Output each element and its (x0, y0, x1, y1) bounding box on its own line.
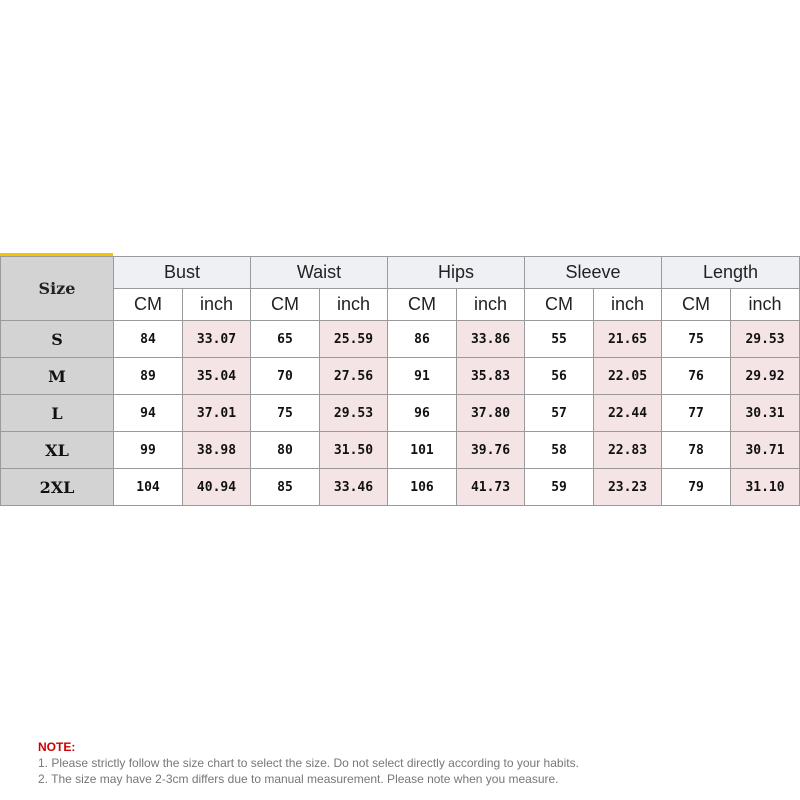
waist-inch-cell: 27.56 (320, 358, 388, 395)
unit-header-inch: inch (457, 289, 525, 321)
waist-header: Waist (251, 257, 388, 289)
bust-inch-cell: 38.98 (183, 432, 251, 469)
note-title: NOTE: (38, 740, 76, 754)
length-inch-cell: 31.10 (731, 469, 800, 506)
length-inch-cell: 30.31 (731, 395, 800, 432)
length-header: Length (662, 257, 800, 289)
table-row-m (1, 358, 800, 395)
sleeve-inch-cell: 23.23 (594, 469, 662, 506)
unit-header-inch: inch (731, 289, 800, 321)
waist-cm-cell: 70 (251, 358, 320, 395)
sleeve-inch-cell: 21.65 (594, 321, 662, 358)
waist-cm-cell: 85 (251, 469, 320, 506)
size-label: M (1, 358, 114, 395)
waist-inch-cell: 25.59 (320, 321, 388, 358)
size-chart-table (0, 256, 800, 506)
bust-cm-cell: 104 (114, 469, 183, 506)
sleeve-cm-cell: 58 (525, 432, 594, 469)
unit-header-inch: inch (183, 289, 251, 321)
table-row-2xl (1, 469, 800, 506)
length-inch-cell: 29.53 (731, 321, 800, 358)
table-row-l (1, 395, 800, 432)
sleeve-inch-cell: 22.44 (594, 395, 662, 432)
bust-cm-cell: 99 (114, 432, 183, 469)
size-label: S (1, 321, 114, 358)
bust-cm-cell: 94 (114, 395, 183, 432)
sleeve-cm-cell: 55 (525, 321, 594, 358)
unit-header-inch: inch (320, 289, 388, 321)
sleeve-cm-cell: 57 (525, 395, 594, 432)
length-cm-cell: 75 (662, 321, 731, 358)
hips-inch-cell: 41.73 (457, 469, 525, 506)
hips-inch-cell: 35.83 (457, 358, 525, 395)
sleeve-inch-cell: 22.83 (594, 432, 662, 469)
length-inch-cell: 30.71 (731, 432, 800, 469)
hips-cm-cell: 106 (388, 469, 457, 506)
waist-inch-cell: 29.53 (320, 395, 388, 432)
waist-inch-cell: 31.50 (320, 432, 388, 469)
header-row-groups (1, 257, 800, 289)
unit-header-inch: inch (594, 289, 662, 321)
size-label: 2XL (1, 469, 114, 506)
hips-cm-cell: 91 (388, 358, 457, 395)
length-cm-cell: 79 (662, 469, 731, 506)
hips-inch-cell: 39.76 (457, 432, 525, 469)
note-line-2: 2. The size may have 2-3cm differs due to manual measurement. Please note when you measure. (38, 772, 559, 786)
hips-inch-cell: 37.80 (457, 395, 525, 432)
waist-cm-cell: 80 (251, 432, 320, 469)
waist-inch-cell: 33.46 (320, 469, 388, 506)
bust-header: Bust (114, 257, 251, 289)
sleeve-cm-cell: 56 (525, 358, 594, 395)
size-label: XL (1, 432, 114, 469)
bust-cm-cell: 89 (114, 358, 183, 395)
sleeve-header: Sleeve (525, 257, 662, 289)
header-row-units (1, 289, 800, 321)
hips-cm-cell: 96 (388, 395, 457, 432)
unit-header-cm: CM (388, 289, 457, 321)
sleeve-inch-cell: 22.05 (594, 358, 662, 395)
note-line-1: 1. Please strictly follow the size chart to select the size. Do not select directly according to your habits. (38, 756, 579, 770)
length-cm-cell: 77 (662, 395, 731, 432)
hips-header: Hips (388, 257, 525, 289)
hips-cm-cell: 101 (388, 432, 457, 469)
bust-inch-cell: 40.94 (183, 469, 251, 506)
waist-cm-cell: 65 (251, 321, 320, 358)
unit-header-cm: CM (251, 289, 320, 321)
hips-cm-cell: 86 (388, 321, 457, 358)
bust-inch-cell: 37.01 (183, 395, 251, 432)
bust-cm-cell: 84 (114, 321, 183, 358)
table-row-xl (1, 432, 800, 469)
size-label: L (1, 395, 114, 432)
size-note (38, 739, 579, 787)
waist-cm-cell: 75 (251, 395, 320, 432)
bust-inch-cell: 35.04 (183, 358, 251, 395)
table-row-s (1, 321, 800, 358)
unit-header-cm: CM (662, 289, 731, 321)
size-column-header: Size (1, 257, 114, 321)
length-cm-cell: 76 (662, 358, 731, 395)
length-cm-cell: 78 (662, 432, 731, 469)
unit-header-cm: CM (525, 289, 594, 321)
sleeve-cm-cell: 59 (525, 469, 594, 506)
hips-inch-cell: 33.86 (457, 321, 525, 358)
unit-header-cm: CM (114, 289, 183, 321)
length-inch-cell: 29.92 (731, 358, 800, 395)
bust-inch-cell: 33.07 (183, 321, 251, 358)
